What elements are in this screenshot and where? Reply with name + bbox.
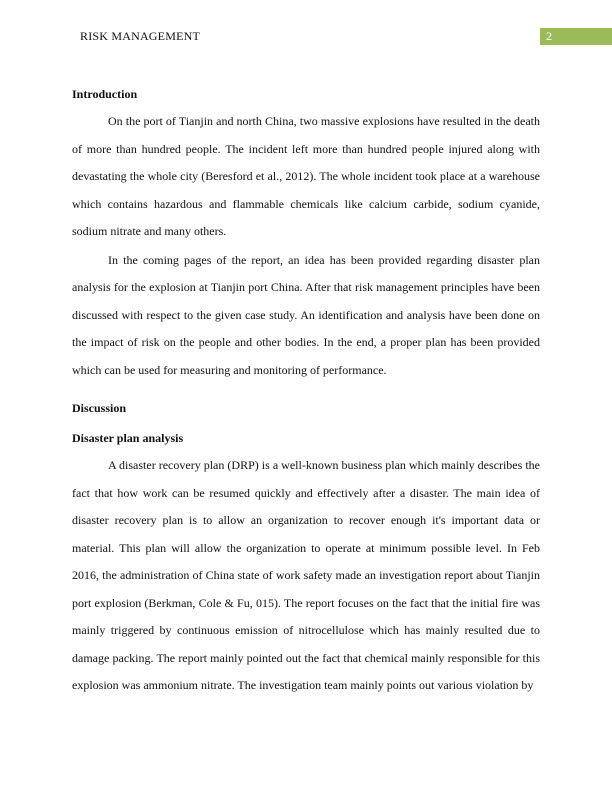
introduction-paragraph-1: On the port of Tianjin and north China, two massive explosions have resulted in the death of more than hundred people. The incident left more than hundred people injured along with devastating the whole city (Beresford et al., 2012). The whole incident took place at a warehouse which contains hazardous and flammable chemicals like calcium carbide, sodium cyanide, sodium nitrate and many others.: [72, 114, 540, 238]
page-number-badge: 2: [540, 28, 612, 45]
document-body: [72, 80, 540, 700]
discussion-heading: Discussion: [72, 401, 127, 415]
disaster-plan-analysis-paragraph: A disaster recovery plan (DRP) is a well-known business plan which mainly describes the fact that how work can be resumed quickly and effectively after a disaster. The main idea of disaster recovery plan is to allow an organization to recover enough it's important data or material. This plan will allow the organization to operate at minimum possible level. In Feb 2016, the administration of China state of work safety made an investigation report about Tianjin port explosion (Berkman, Cole & Fu, 015). The report focuses on the fact that the initial fire was mainly triggered by continuous emission of nitrocellulose which has mainly resulted due to damage packing. The report mainly pointed out the fact that chemical mainly responsible for this explosion was ammonium nitrate. The investigation team mainly points out various violation by: [72, 458, 540, 692]
disaster-plan-analysis-heading: Disaster plan analysis: [72, 431, 184, 445]
introduction-heading: Introduction: [72, 87, 138, 101]
running-header-title: RISK MANAGEMENT: [80, 29, 200, 43]
introduction-paragraph-2: In the coming pages of the report, an idea has been provided regarding disaster plan analysis for the explosion at Tianjin port China. After that risk management principles have been discussed with respect to the given case study. An identification and analysis have been done on the impact of risk on the people and other bodies. In the end, a proper plan has been provided which can be used for measuring and monitoring of performance.: [72, 252, 540, 377]
